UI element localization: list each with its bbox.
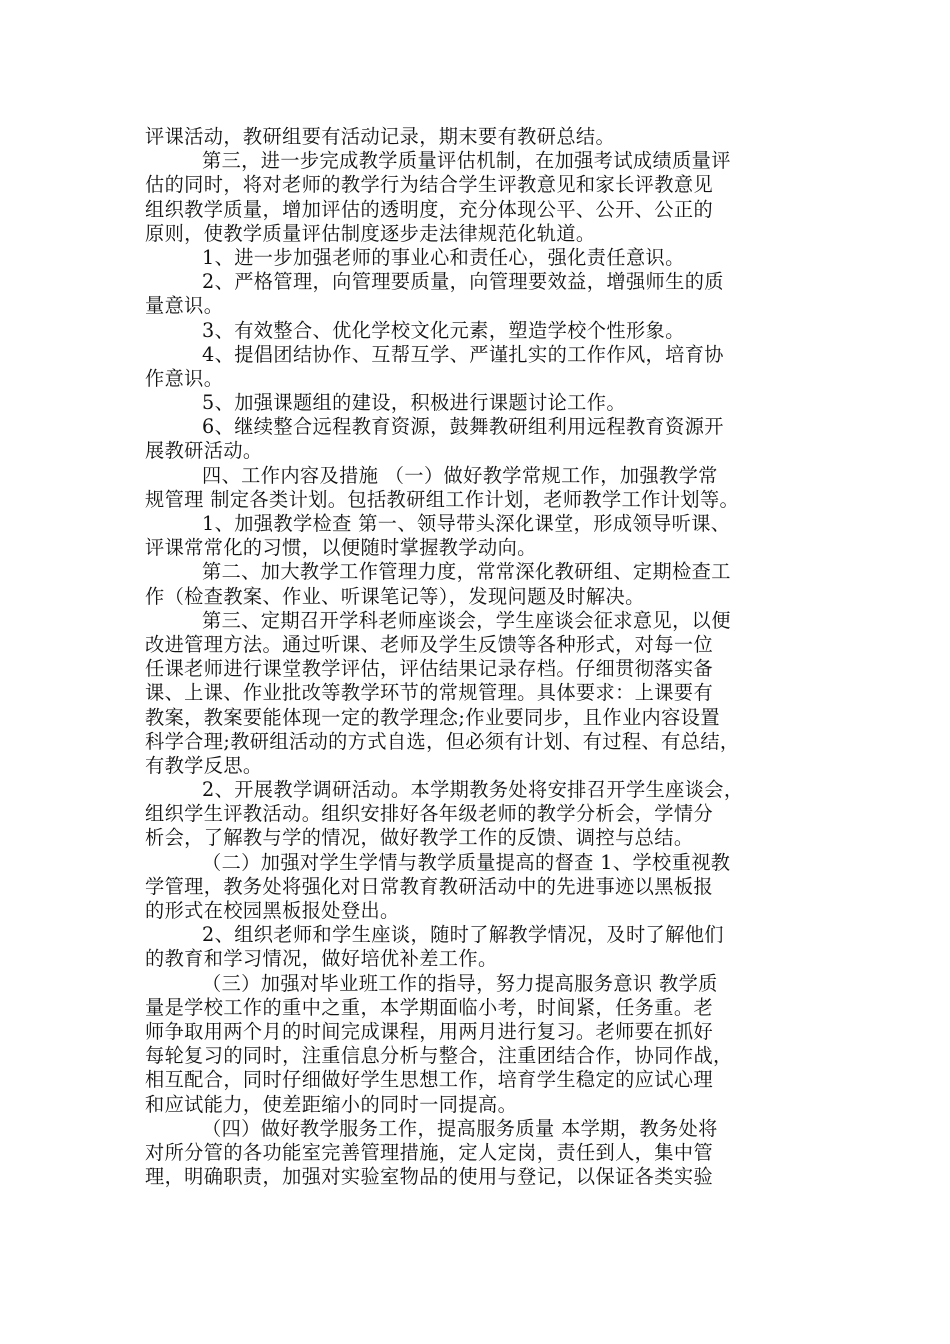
- text-line: 作意识。: [145, 366, 224, 390]
- text-line: 评课活动，教研组要有活动记录，期末要有教研总结。: [145, 125, 616, 148]
- text-line: （二）加强对学生学情与教学质量提高的督查 1、学校重视教: [202, 850, 731, 874]
- text-line: 改进管理方法。通过听课、老师及学生反馈等各种形式，对每一位: [145, 632, 714, 656]
- text-line: 组织教学质量，增加评估的透明度，充分体现公平、公开、公正的: [145, 197, 714, 221]
- text-line: 相互配合，同时仔细做好学生思想工作，培育学生稳定的应试心理: [145, 1068, 714, 1092]
- text-line: 和应试能力，使差距缩小的同时一同提高。: [145, 1092, 518, 1116]
- text-line: 规管理 制定各类计划。包括教研组工作计划，老师教学工作计划等。: [145, 487, 740, 511]
- text-line: 2、组织老师和学生座谈，随时了解教学情况，及时了解他们: [202, 923, 724, 947]
- text-line: 课、上课、作业批改等教学环节的常规管理。具体要求：上课要有: [145, 681, 714, 705]
- text-line: 作（检查教案、作业、听课笔记等），发现问题及时解决。: [145, 584, 645, 608]
- text-line: 师争取用两个月的时间完成课程，用两月进行复习。老师要在抓好: [145, 1019, 714, 1043]
- text-line: 有教学反思。: [145, 753, 263, 777]
- text-line: 量是学校工作的重中之重，本学期面临小考，时间紧，任务重。老: [145, 995, 714, 1019]
- text-line: 教案，教案要能体现一定的教学理念;作业要同步，且作业内容设置: [145, 705, 720, 729]
- text-line: 析会，了解教与学的情况，做好教学工作的反馈、调控与总结。: [145, 826, 694, 850]
- text-line: （三）加强对毕业班工作的指导，努力提高服务意识 教学质: [202, 971, 718, 995]
- text-line: 第三、定期召开学科老师座谈会，学生座谈会征求意见，以便: [202, 608, 731, 632]
- text-line: 每轮复习的同时，注重信息分析与整合，注重团结合作，协同作战，: [145, 1044, 733, 1068]
- text-line: 4、提倡团结协作、互帮互学、严谨扎实的工作作风，培育协: [202, 342, 724, 366]
- text-line: 的形式在校园黑板报处登出。: [145, 899, 400, 922]
- text-line: 组织学生评教活动。组织安排好各年级老师的教学分析会，学情分: [145, 802, 714, 826]
- text-line: 评课常常化的习惯，以便随时掌握教学动向。: [145, 536, 537, 560]
- text-line: 对所分管的各功能室完善管理措施，定人定岗，责任到人，集中管: [145, 1140, 714, 1164]
- text-line: 量意识。: [145, 294, 224, 318]
- text-line: 四、工作内容及措施 （一）做好教学常规工作，加强教学常: [202, 463, 718, 487]
- text-line: 的教育和学习情况，做好培优补差工作。: [145, 947, 498, 971]
- text-line: 展教研活动。: [145, 439, 263, 463]
- document-page: [145, 125, 810, 1189]
- text-line: 3、有效整合、优化学校文化元素，塑造学校个性形象。: [202, 318, 685, 342]
- text-line: 2、严格管理，向管理要质量，向管理要效益，增强师生的质: [202, 270, 724, 294]
- text-line: 学管理，教务处将强化对日常教育教研活动中的先进事迹以黑板报: [145, 874, 714, 898]
- text-line: （四）做好教学服务工作，提高服务质量 本学期，教务处将: [202, 1116, 718, 1140]
- text-line: 任课老师进行课堂教学评估，评估结果记录存档。仔细贯彻落实备: [145, 657, 714, 681]
- text-line: 6、继续整合远程教育资源，鼓舞教研组利用远程教育资源开: [202, 415, 724, 439]
- text-line: 1、加强教学检查 第一、领导带头深化课堂，形成领导听课、: [202, 512, 731, 535]
- text-line: 2、开展教学调研活动。本学期教务处将安排召开学生座谈会，: [202, 778, 744, 802]
- text-line: 5、加强课题组的建设，积极进行课题讨论工作。: [202, 391, 626, 415]
- text-line: 原则，使教学质量评估制度逐步走法律规范化轨道。: [145, 221, 596, 245]
- text-line: 1、进一步加强老师的事业心和责任心，强化责任意识。: [202, 245, 685, 269]
- text-line: 第三，进一步完成教学质量评估机制，在加强考试成绩质量评: [202, 149, 731, 173]
- text-line: 理，明确职责，加强对实验室物品的使用与登记，以保证各类实验: [145, 1165, 714, 1189]
- text-line: 估的同时，将对老师的教学行为结合学生评教意见和家长评教意见: [145, 173, 714, 197]
- text-line: 第二、加大教学工作管理力度，常常深化教研组、定期检查工: [202, 560, 731, 584]
- text-line: 科学合理;教研组活动的方式自选，但必须有计划、有过程、有总结，: [145, 729, 740, 753]
